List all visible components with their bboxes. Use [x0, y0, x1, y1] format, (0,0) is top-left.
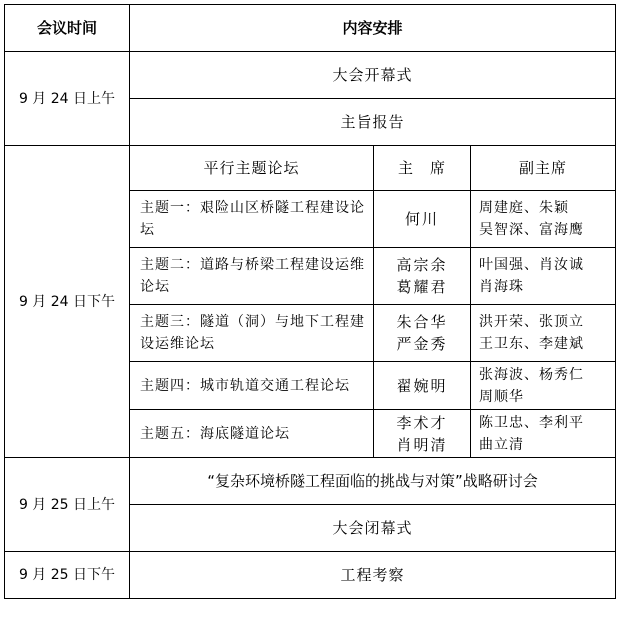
time-cell: 9 月 25 日上午 — [5, 458, 130, 552]
header-row — [5, 5, 616, 52]
chair-name: 肖明清 — [396, 435, 448, 454]
forum-subheader: 平行主题论坛 — [130, 146, 374, 191]
forum-topic: 主题五：海底隧道论坛 — [130, 410, 374, 458]
chair-name: 严金秀 — [396, 335, 448, 353]
forum-topic: 主题二：道路与桥梁工程建设运维论坛 — [130, 248, 374, 305]
forum-chair — [374, 191, 471, 248]
vice-line: 陈卫忠、李利平 — [479, 414, 584, 431]
vice-line: 吴智深、富海鹰 — [479, 222, 584, 238]
forum-chair — [374, 248, 471, 305]
vice-line: 肖海珠 — [479, 279, 524, 295]
forum-chair — [374, 305, 471, 362]
forum-topic: 主题一：艰险山区桥隧工程建设论坛 — [130, 191, 374, 248]
chair-name: 高宗余 — [396, 256, 448, 274]
vice-line: 王卫东、李建斌 — [479, 336, 584, 352]
header-time: 会议时间 — [5, 5, 130, 52]
forum-vice — [471, 362, 616, 410]
header-content: 内容安排 — [130, 5, 616, 52]
chair-name: 何川 — [404, 210, 439, 228]
chair-name: 翟婉明 — [396, 376, 448, 395]
time-cell: 9 月 24 日上午 — [5, 52, 130, 146]
agenda-item: 大会闭幕式 — [130, 505, 616, 552]
vice-line: 周建庭、朱颖 — [479, 200, 569, 216]
forum-vice — [471, 191, 616, 248]
vice-line: 叶国强、肖汝诚 — [479, 257, 584, 273]
vice-line: 张海波、杨秀仁 — [479, 366, 584, 383]
vice-line: 曲立清 — [479, 436, 524, 453]
schedule-table — [4, 4, 616, 599]
chair-name: 李术才 — [396, 413, 448, 432]
chair-name: 葛耀君 — [396, 278, 448, 296]
chair-name: 朱合华 — [396, 313, 448, 331]
forum-vice — [471, 305, 616, 362]
forum-chair — [374, 362, 471, 410]
forum-vice — [471, 410, 616, 458]
agenda-item: 工程考察 — [130, 552, 616, 599]
vice-line: 洪开荣、张顶立 — [479, 314, 584, 330]
time-cell: 9 月 24 日下午 — [5, 146, 130, 458]
forum-topic: 主题四：城市轨道交通工程论坛 — [130, 362, 374, 410]
forum-vice — [471, 248, 616, 305]
table-row — [5, 552, 616, 599]
forum-subheader-row — [5, 146, 616, 191]
agenda-item: 大会开幕式 — [130, 52, 616, 99]
table-row — [5, 52, 616, 99]
forum-chair — [374, 410, 471, 458]
agenda-item: 主旨报告 — [130, 99, 616, 146]
vice-subheader: 副主席 — [471, 146, 616, 191]
agenda-item: “复杂环境桥隧工程面临的挑战与对策”战略研讨会 — [130, 458, 616, 505]
vice-line: 周顺华 — [479, 388, 524, 405]
chair-subheader: 主 席 — [374, 146, 471, 191]
forum-topic: 主题三：隧道（洞）与地下工程建设运维论坛 — [130, 305, 374, 362]
time-cell: 9 月 25 日下午 — [5, 552, 130, 599]
table-row — [5, 458, 616, 505]
